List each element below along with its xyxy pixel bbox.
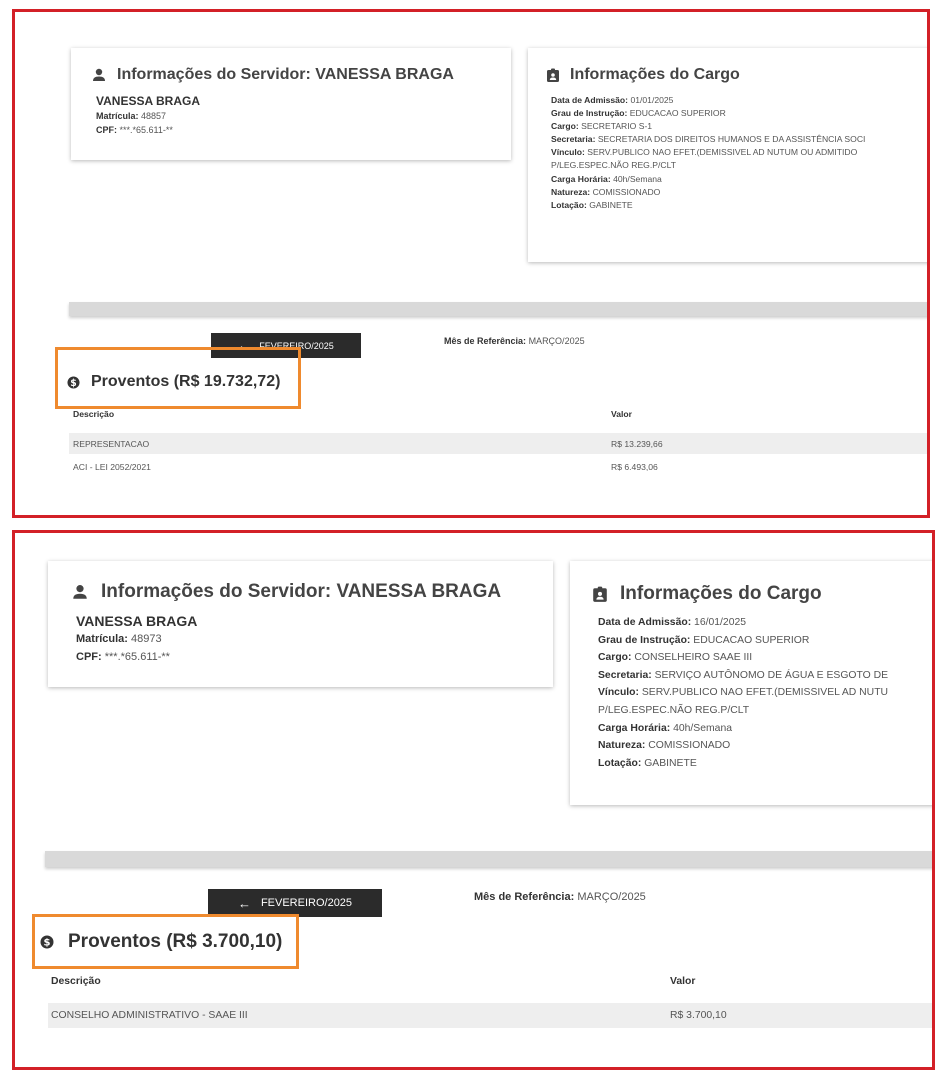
cargo-field-line: Data de Admissão: 01/01/2025 — [551, 95, 674, 105]
row-description: REPRESENTACAO — [73, 438, 150, 449]
cargo-field-line: Grau de Instrução: EDUCACAO SUPERIOR — [598, 634, 810, 646]
table-row — [69, 433, 930, 454]
row-description: ACI - LEI 2052/2021 — [73, 461, 151, 472]
cargo-card — [570, 561, 935, 805]
proventos-total: Proventos (R$ 19.732,72) — [91, 373, 281, 390]
screenshot-panel-2 — [12, 530, 935, 1070]
cargo-title-text: Informações do Cargo — [620, 583, 822, 604]
row-value: R$ 3.700,10 — [670, 1010, 727, 1021]
cargo-field-line: Natureza: COMISSIONADO — [598, 740, 731, 752]
badge-icon — [546, 68, 560, 83]
cargo-field-line: Carga Horária: 40h/Semana — [551, 173, 662, 184]
col-header-valor: Valor — [670, 976, 696, 987]
col-header-descricao: Descrição — [73, 409, 115, 419]
previous-month-label: FEVEREIRO/2025 — [260, 897, 353, 909]
cargo-field-line: Data de Admissão: 16/01/2025 — [598, 617, 747, 628]
servidor-card-title — [71, 581, 501, 603]
table-row — [48, 1003, 935, 1028]
arrow-left-icon: ← — [237, 895, 251, 911]
cargo-field-line: Grau de Instrução: EDUCACAO SUPERIOR — [551, 108, 726, 119]
col-header-descricao: Descrição — [51, 976, 101, 987]
cargo-field-line: Natureza: COMISSIONADO — [551, 186, 661, 197]
arrow-left-icon: ← — [238, 339, 250, 352]
svg-text:$: $ — [43, 937, 51, 949]
cargo-field-line: Cargo: SECRETARIO S-1 — [551, 121, 653, 132]
cargo-field-line: Lotação: GABINETE — [551, 199, 633, 210]
badge-icon — [592, 586, 608, 603]
servidor-name: VANESSA BRAGA — [76, 613, 198, 629]
cargo-field-line: Secretaria: SECRETARIA DOS DIREITOS HUMANOS E DA ASSISTÊNCIA SOCI — [551, 134, 866, 145]
row-value: R$ 13.239,66 — [611, 438, 663, 449]
cargo-card-title — [592, 583, 822, 605]
cargo-field-line: Vínculo: SERV.PUBLICO NAO EFET.(DEMISSIVEL AD NUTUM OU ADMITIDO — [551, 147, 858, 158]
previous-month-button[interactable] — [208, 889, 382, 917]
person-icon — [91, 68, 107, 82]
cargo-field-line: Carga Horária: 40h/Semana — [598, 722, 733, 734]
cargo-field-line: Vínculo: SERV.PUBLICO NAO EFET.(DEMISSIVEL AD NUTU — [598, 687, 889, 699]
servidor-title-text: Informações do Servidor: VANESSA BRAGA — [101, 581, 502, 602]
screenshot-panel-1 — [12, 9, 930, 518]
cargo-field-line: P/LEG.ESPEC.NÃO REG.P/CLT — [598, 704, 750, 716]
svg-text:$: $ — [70, 377, 77, 389]
servidor-name: VANESSA BRAGA — [96, 94, 201, 108]
servidor-cpf: CPF: ***.*65.611-** — [96, 125, 173, 135]
servidor-matricula: Matrícula: 48857 — [96, 111, 167, 121]
cargo-field-line: Lotação: GABINETE — [598, 757, 697, 769]
cargo-card — [528, 48, 930, 262]
section-divider — [69, 302, 930, 316]
table-row — [69, 456, 930, 477]
proventos-total: Proventos (R$ 3.700,10) — [68, 931, 283, 952]
reference-month: Mês de Referência: MARÇO/2025 — [474, 891, 646, 903]
servidor-title-text: Informações do Servidor: VANESSA BRAGA — [117, 66, 454, 83]
cargo-field-line: Cargo: CONSELHEIRO SAAE III — [598, 652, 753, 664]
servidor-matricula: Matrícula: 48973 — [76, 633, 162, 645]
section-divider — [45, 851, 935, 867]
servidor-card — [48, 561, 553, 687]
servidor-cpf: CPF: ***.*65.611-** — [76, 651, 170, 663]
cargo-field-line: P/LEG.ESPEC.NÃO REG.P/CLT — [551, 160, 676, 171]
proventos-highlight — [32, 914, 299, 969]
cargo-field-line: Secretaria: SERVIÇO AUTÔNOMO DE ÁGUA E ESGOTO DE — [598, 669, 889, 681]
cargo-fields — [598, 614, 888, 772]
person-icon — [71, 584, 89, 600]
previous-month-label: FEVEREIRO/2025 — [259, 340, 334, 351]
row-description: CONSELHO ADMINISTRATIVO - SAAE III — [51, 1010, 248, 1021]
col-header-valor: Valor — [611, 409, 633, 419]
proventos-highlight — [55, 347, 301, 409]
cargo-fields — [551, 94, 865, 212]
cargo-card-title — [546, 66, 740, 84]
row-value: R$ 6.493,06 — [611, 461, 658, 472]
servidor-card — [71, 48, 511, 160]
reference-month: Mês de Referência: MARÇO/2025 — [444, 336, 585, 346]
cargo-title-text: Informações do Cargo — [570, 66, 740, 83]
servidor-card-title — [91, 66, 454, 84]
